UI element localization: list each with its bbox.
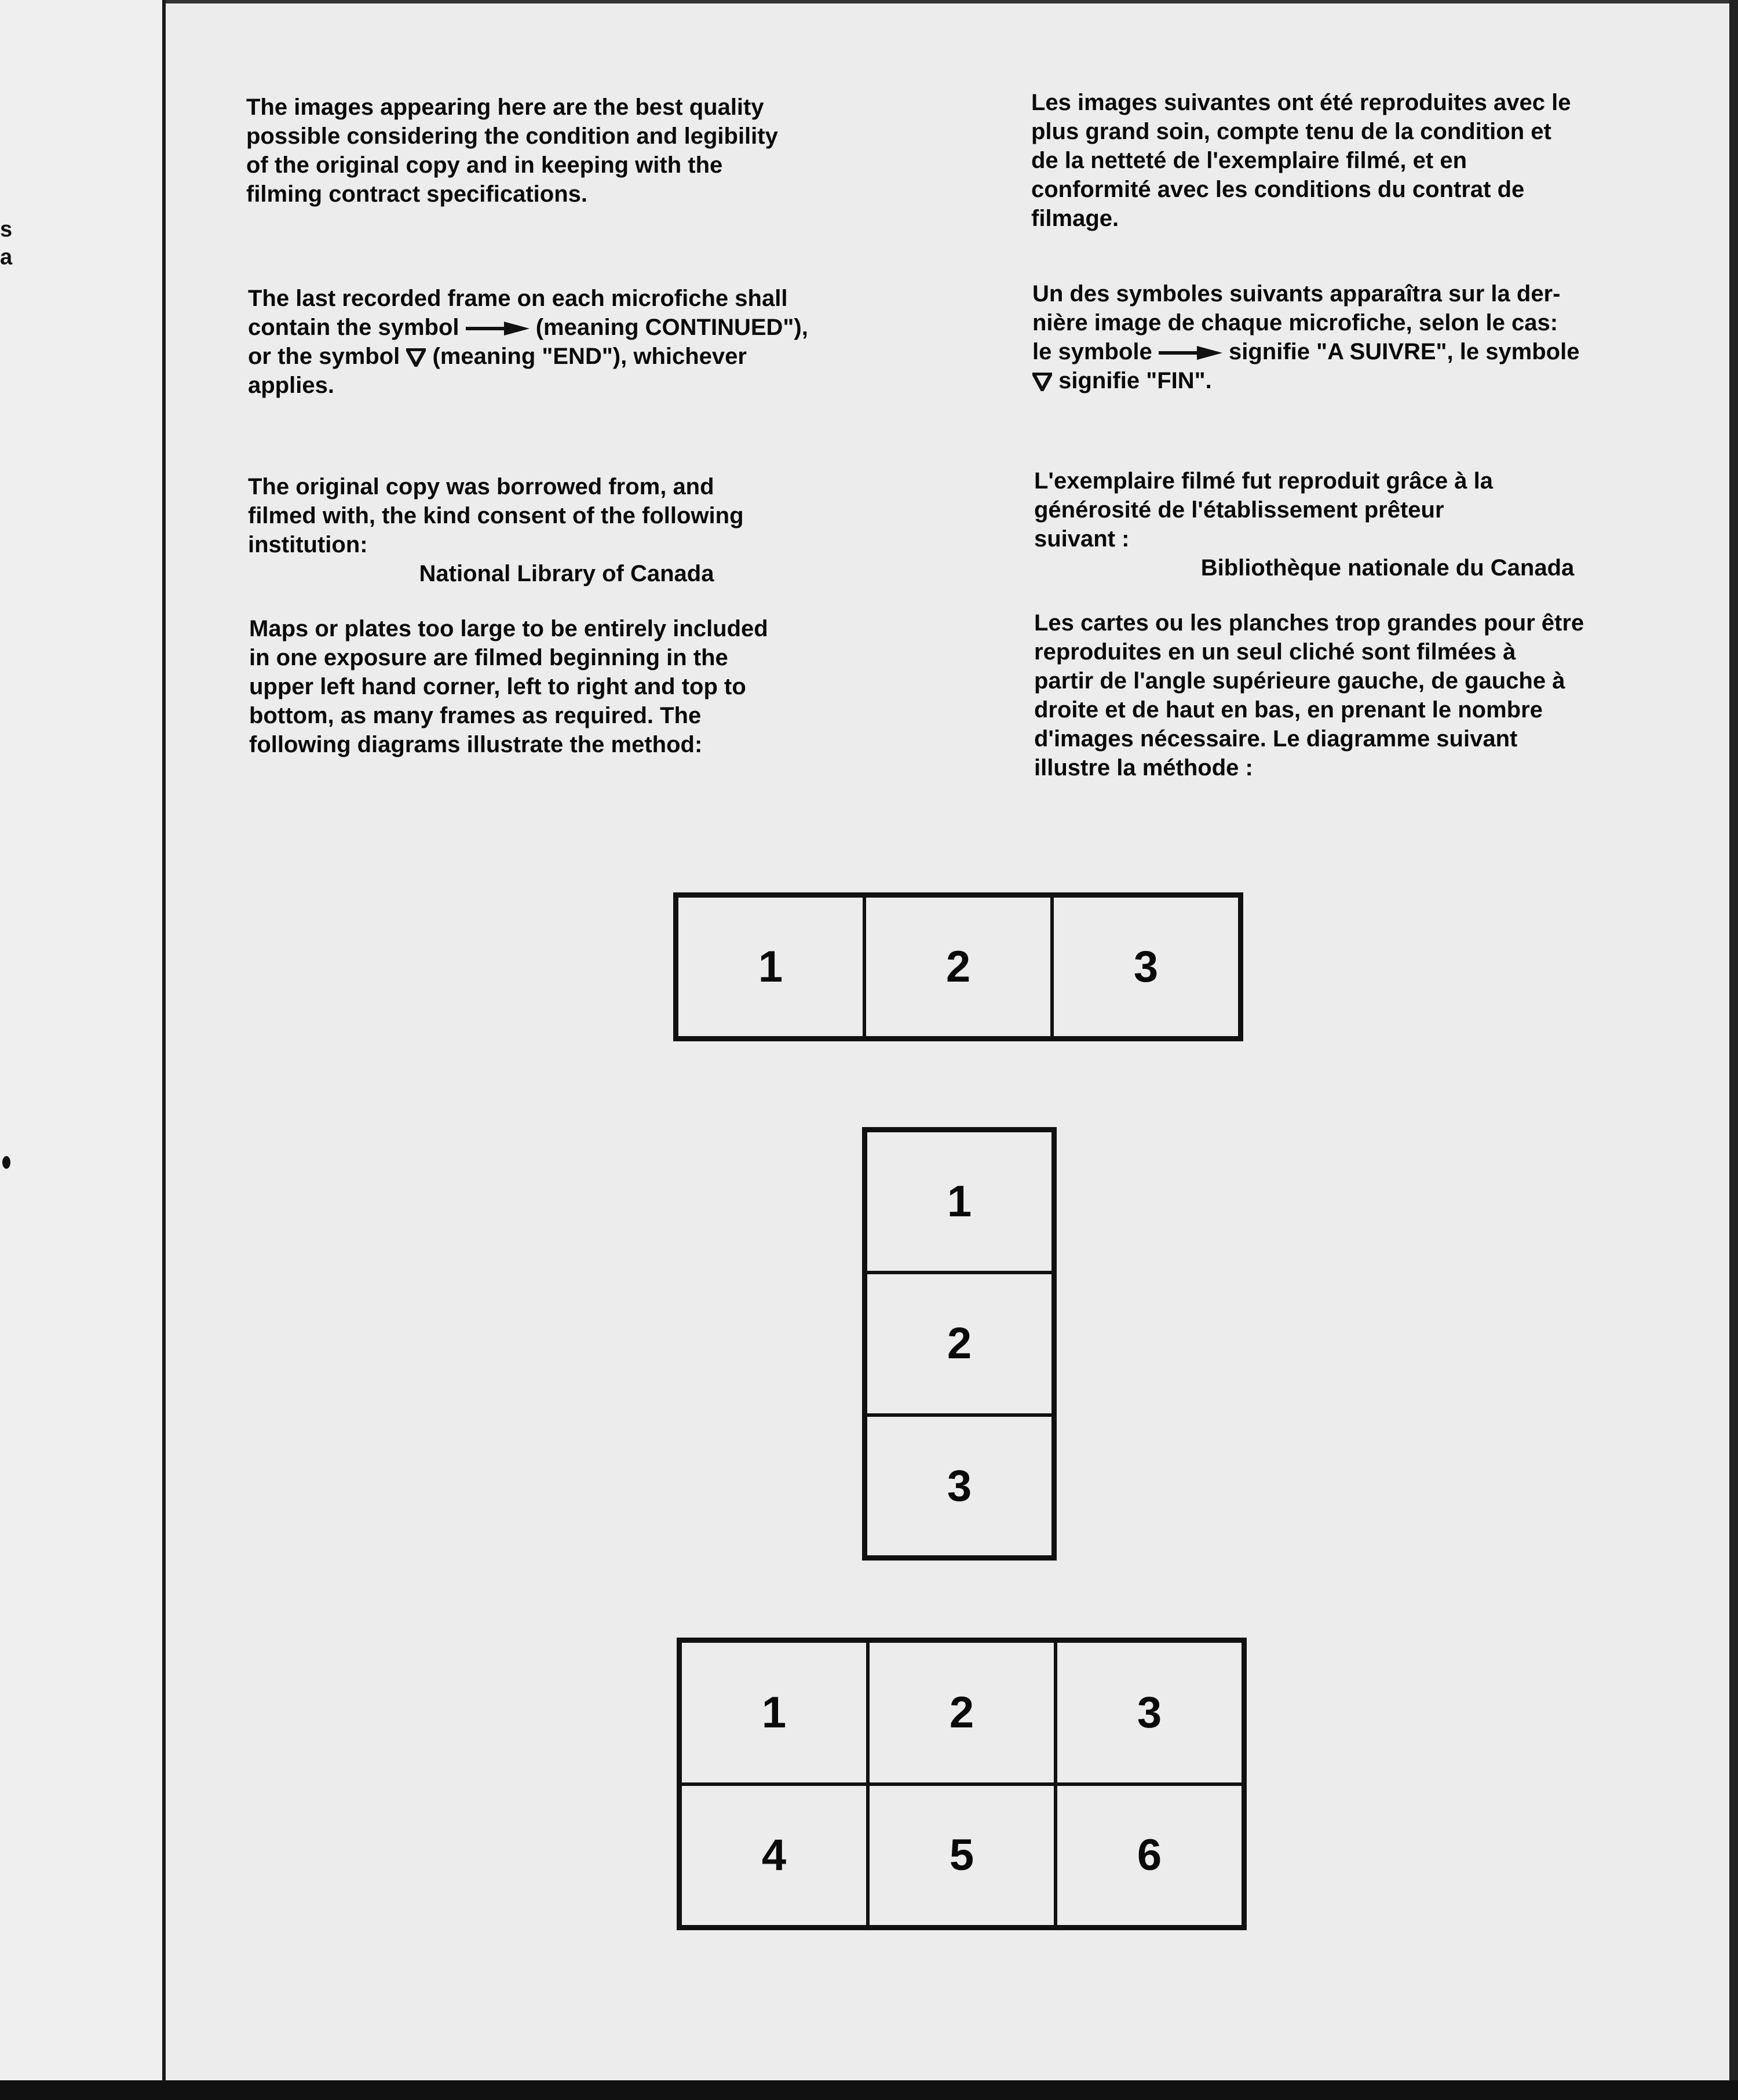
bottom-border bbox=[0, 2080, 1738, 2100]
french-symbol-text-b: signifie "A SUIVRE", le symbole bbox=[1228, 339, 1580, 364]
english-institution: National Library of Canada bbox=[419, 561, 714, 586]
triangle-down-icon bbox=[1032, 373, 1052, 391]
edge-fragment-2: a bbox=[0, 245, 13, 269]
frame-cell: 5 bbox=[868, 1784, 1056, 1927]
edge-mark bbox=[2, 1156, 10, 1169]
frame-cell: 4 bbox=[680, 1784, 868, 1927]
frame-cell: 2 bbox=[868, 1641, 1056, 1784]
french-symbol-text-c: signifie "FIN". bbox=[1052, 368, 1212, 393]
frame-cell: 1 bbox=[680, 1641, 868, 1784]
frame-cell: 2 bbox=[864, 896, 1052, 1038]
triangle-down-icon bbox=[406, 348, 426, 367]
french-quality-paragraph: Les images suivantes ont été reproduites avec le plus grand soin, compte tenu de la condition et de la netteté de l'exemplaire filmé, et en conformité avec les conditions du contrat de filmage. bbox=[1031, 90, 1571, 231]
top-edge bbox=[0, 0, 1738, 3]
french-symbol-text-a: Un des symboles suivants apparaîtra sur la der- nière image de chaque microfiche, selon le cas: le symbole bbox=[1032, 281, 1561, 364]
english-source-paragraph bbox=[248, 443, 903, 617]
english-symbol-text-a: The last recorded frame on each microfiche shall contain the symbol bbox=[248, 286, 788, 340]
frame-cell: 1 bbox=[677, 896, 864, 1038]
frame-cell: 3 bbox=[1056, 1641, 1243, 1784]
frame-cell: 6 bbox=[1056, 1784, 1243, 1927]
frame-cell: 1 bbox=[866, 1131, 1053, 1273]
previous-page-strip bbox=[0, 0, 166, 2080]
english-source-text: The original copy was borrowed from, and filmed with, the kind consent of the following institution: bbox=[248, 474, 744, 557]
arrow-right-icon bbox=[1159, 346, 1222, 360]
english-symbol-text-c: (meaning "END"), whichever applies. bbox=[248, 344, 747, 398]
english-maps-paragraph: Maps or plates too large to be entirely included in one exposure are filmed beginning in the upper left hand corner, left to right and top to bottom, as many frames as required. The following diagrams illustrate the method: bbox=[249, 616, 768, 757]
frame-cell: 2 bbox=[866, 1273, 1053, 1414]
french-maps-paragraph: Les cartes ou les planches trop grandes pour être reproduites en un seul cliché sont filmées à partir de l'angle supérieure gauche, de gauche à droite et de haut en bas, en prenant le nombre d'images nécessaire. Le diagramme suivant illustre la méthode : bbox=[1034, 610, 1584, 781]
arrow-right-icon bbox=[466, 322, 530, 336]
grid-frame-diagram bbox=[677, 1638, 1247, 1930]
english-symbol-paragraph bbox=[248, 284, 903, 400]
right-edge bbox=[1729, 0, 1738, 2080]
english-quality-paragraph: The images appearing here are the best quality possible considering the condition and legibility of the original copy and in keeping with the filming contract specifications. bbox=[246, 94, 778, 207]
french-source-paragraph bbox=[1034, 437, 1689, 611]
vertical-frame-diagram bbox=[862, 1127, 1057, 1561]
english-symbol-text-b: (meaning CONTINUED"), or the symbol bbox=[248, 315, 808, 369]
frame-cell: 3 bbox=[1052, 896, 1240, 1038]
edge-fragment-1: s bbox=[0, 217, 13, 242]
french-source-text: L'exemplaire filmé fut reproduit grâce à la générosité de l'établissement prêteur suivant : bbox=[1034, 468, 1493, 552]
french-symbol-paragraph bbox=[1032, 279, 1687, 395]
french-institution: Bibliothèque nationale du Canada bbox=[1200, 555, 1575, 581]
frame-cell: 3 bbox=[866, 1415, 1053, 1557]
horizontal-frame-diagram bbox=[673, 892, 1243, 1041]
